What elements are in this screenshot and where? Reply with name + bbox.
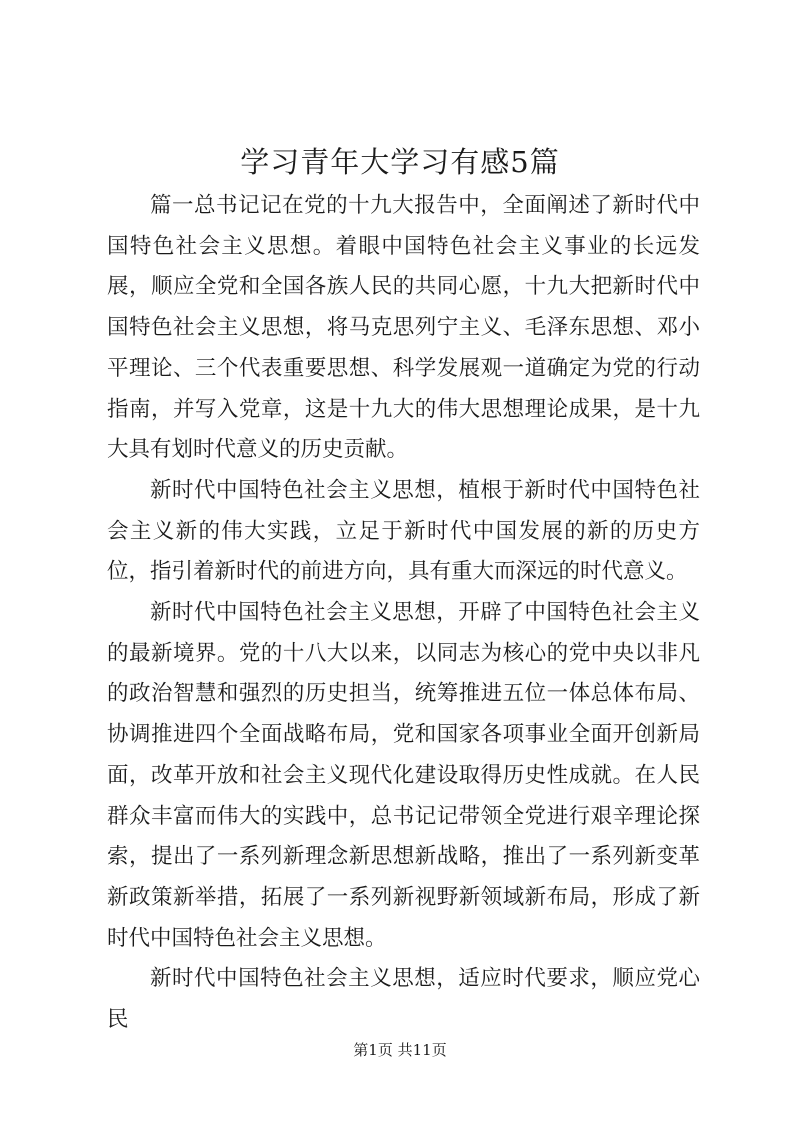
document-body — [107, 186, 700, 1041]
paragraph-1: 篇一总书记记在党的十九大报告中，全面阐述了新时代中国特色社会主义思想。着眼中国特色社会主义事业的长远发展，顺应全党和全国各族人民的共同心愿，十九大把新时代中国特色社会主义思想，将马克思列宁主义、毛泽东思想、邓小平理论、三个代表重要思想、科学发展观一道确定为党的行动指南，并写入党章，这是十九大的伟大思想理论成果，是十九大具有划时代意义的历史贡献。 — [107, 193, 700, 463]
page-number-footer: 第1页 共11页 — [353, 1041, 447, 1059]
document-title: 学习青年大学习有感5篇 — [240, 145, 560, 179]
paragraph-2: 新时代中国特色社会主义思想，植根于新时代中国特色社会主义新的伟大实践，立足于新时代中国发展的新的历史方位，指引着新时代的前进方向，具有重大而深远的时代意义。 — [107, 477, 700, 585]
paragraph-3: 新时代中国特色社会主义思想，开辟了中国特色社会主义的最新境界。党的十八大以来，以同志为核心的党中央以非凡的政治智慧和强烈的历史担当，统筹推进五位一体总体布局、协调推进四个全面战略布局，党和国家各项事业全面开创新局面，改革开放和社会主义现代化建设取得历史性成就。在人民群众丰富而伟大的实践中，总书记记带领全党进行艰辛理论探索，提出了一系列新理念新思想新战略，推出了一系列新变革新政策新举措，拓展了一系列新视野新领域新布局，形成了新时代中国特色社会主义思想。 — [107, 600, 700, 951]
paragraph-4: 新时代中国特色社会主义思想，适应时代要求，顺应党心民 — [107, 966, 700, 1033]
